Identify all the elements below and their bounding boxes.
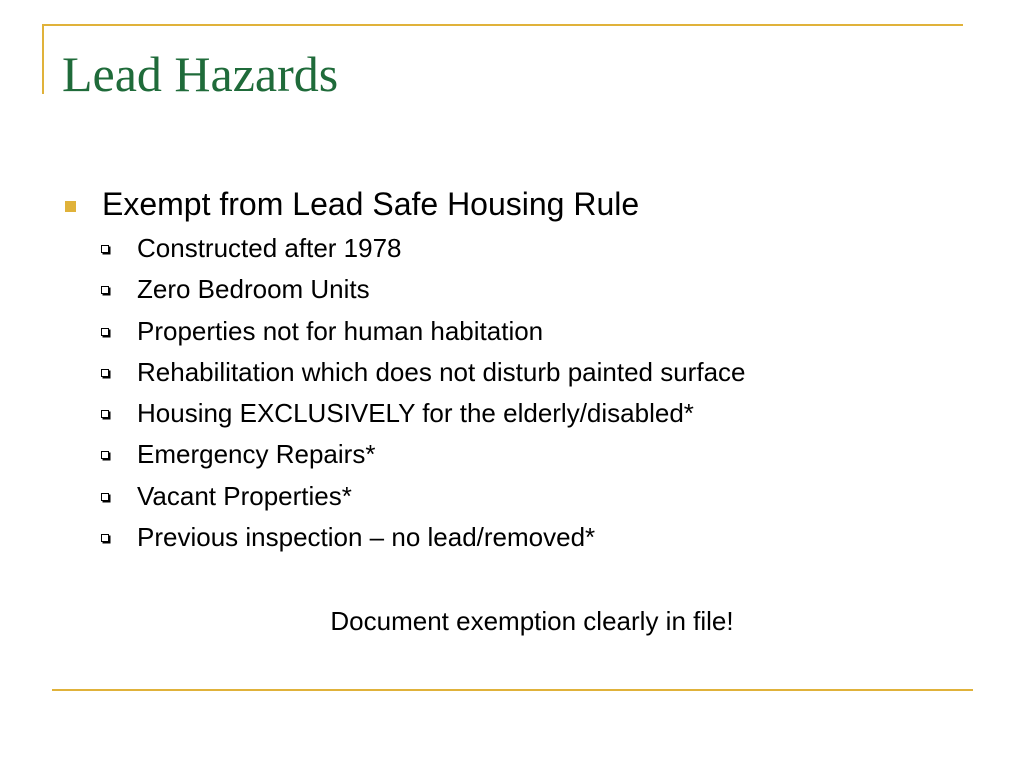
- sub-bullet-text: Properties not for human habitation: [137, 315, 544, 346]
- hollow-square-bullet-icon: [101, 286, 109, 294]
- hollow-square-bullet-icon: [101, 534, 109, 542]
- slide-content: [62, 184, 982, 558]
- sub-bullet-item: [62, 269, 982, 310]
- sub-bullet-text: Emergency Repairs*: [137, 439, 376, 470]
- sub-bullet-text: Zero Bedroom Units: [137, 274, 370, 305]
- sub-bullet-item: [62, 517, 982, 558]
- sub-bullet-item: [62, 393, 982, 434]
- sub-bullet-item: [62, 434, 982, 475]
- sub-bullet-text: Vacant Properties*: [137, 480, 352, 511]
- sub-bullet-text: Constructed after 1978: [137, 233, 402, 263]
- sub-bullet-text: Housing EXCLUSIVELY for the elderly/disabled*: [137, 398, 694, 429]
- bottom-accent-line: [52, 689, 973, 691]
- sub-bullet-text: Rehabilitation which does not disturb painted surface: [137, 356, 746, 387]
- left-accent-line: [42, 24, 44, 94]
- exemption-note: Document exemption clearly in file!: [330, 606, 734, 636]
- sub-bullet-text: Previous inspection – no lead/removed*: [137, 522, 596, 553]
- sub-bullet-item: [62, 311, 982, 352]
- hollow-square-bullet-icon: [101, 451, 109, 459]
- square-bullet-icon: [65, 201, 76, 212]
- sub-bullet-list: [62, 228, 982, 558]
- main-bullet-text: Exempt from Lead Safe Housing Rule: [102, 186, 640, 222]
- sub-bullet-item: [62, 476, 982, 517]
- hollow-square-bullet-icon: [101, 493, 109, 501]
- slide-title: Lead Hazards: [62, 46, 339, 102]
- hollow-square-bullet-icon: [101, 369, 109, 377]
- hollow-square-bullet-icon: [101, 328, 109, 336]
- hollow-square-bullet-icon: [101, 245, 109, 253]
- top-accent-line: [42, 24, 963, 26]
- sub-bullet-item: [62, 352, 982, 393]
- hollow-square-bullet-icon: [101, 410, 109, 418]
- main-bullet-item: [62, 184, 982, 224]
- sub-bullet-item: [62, 228, 982, 269]
